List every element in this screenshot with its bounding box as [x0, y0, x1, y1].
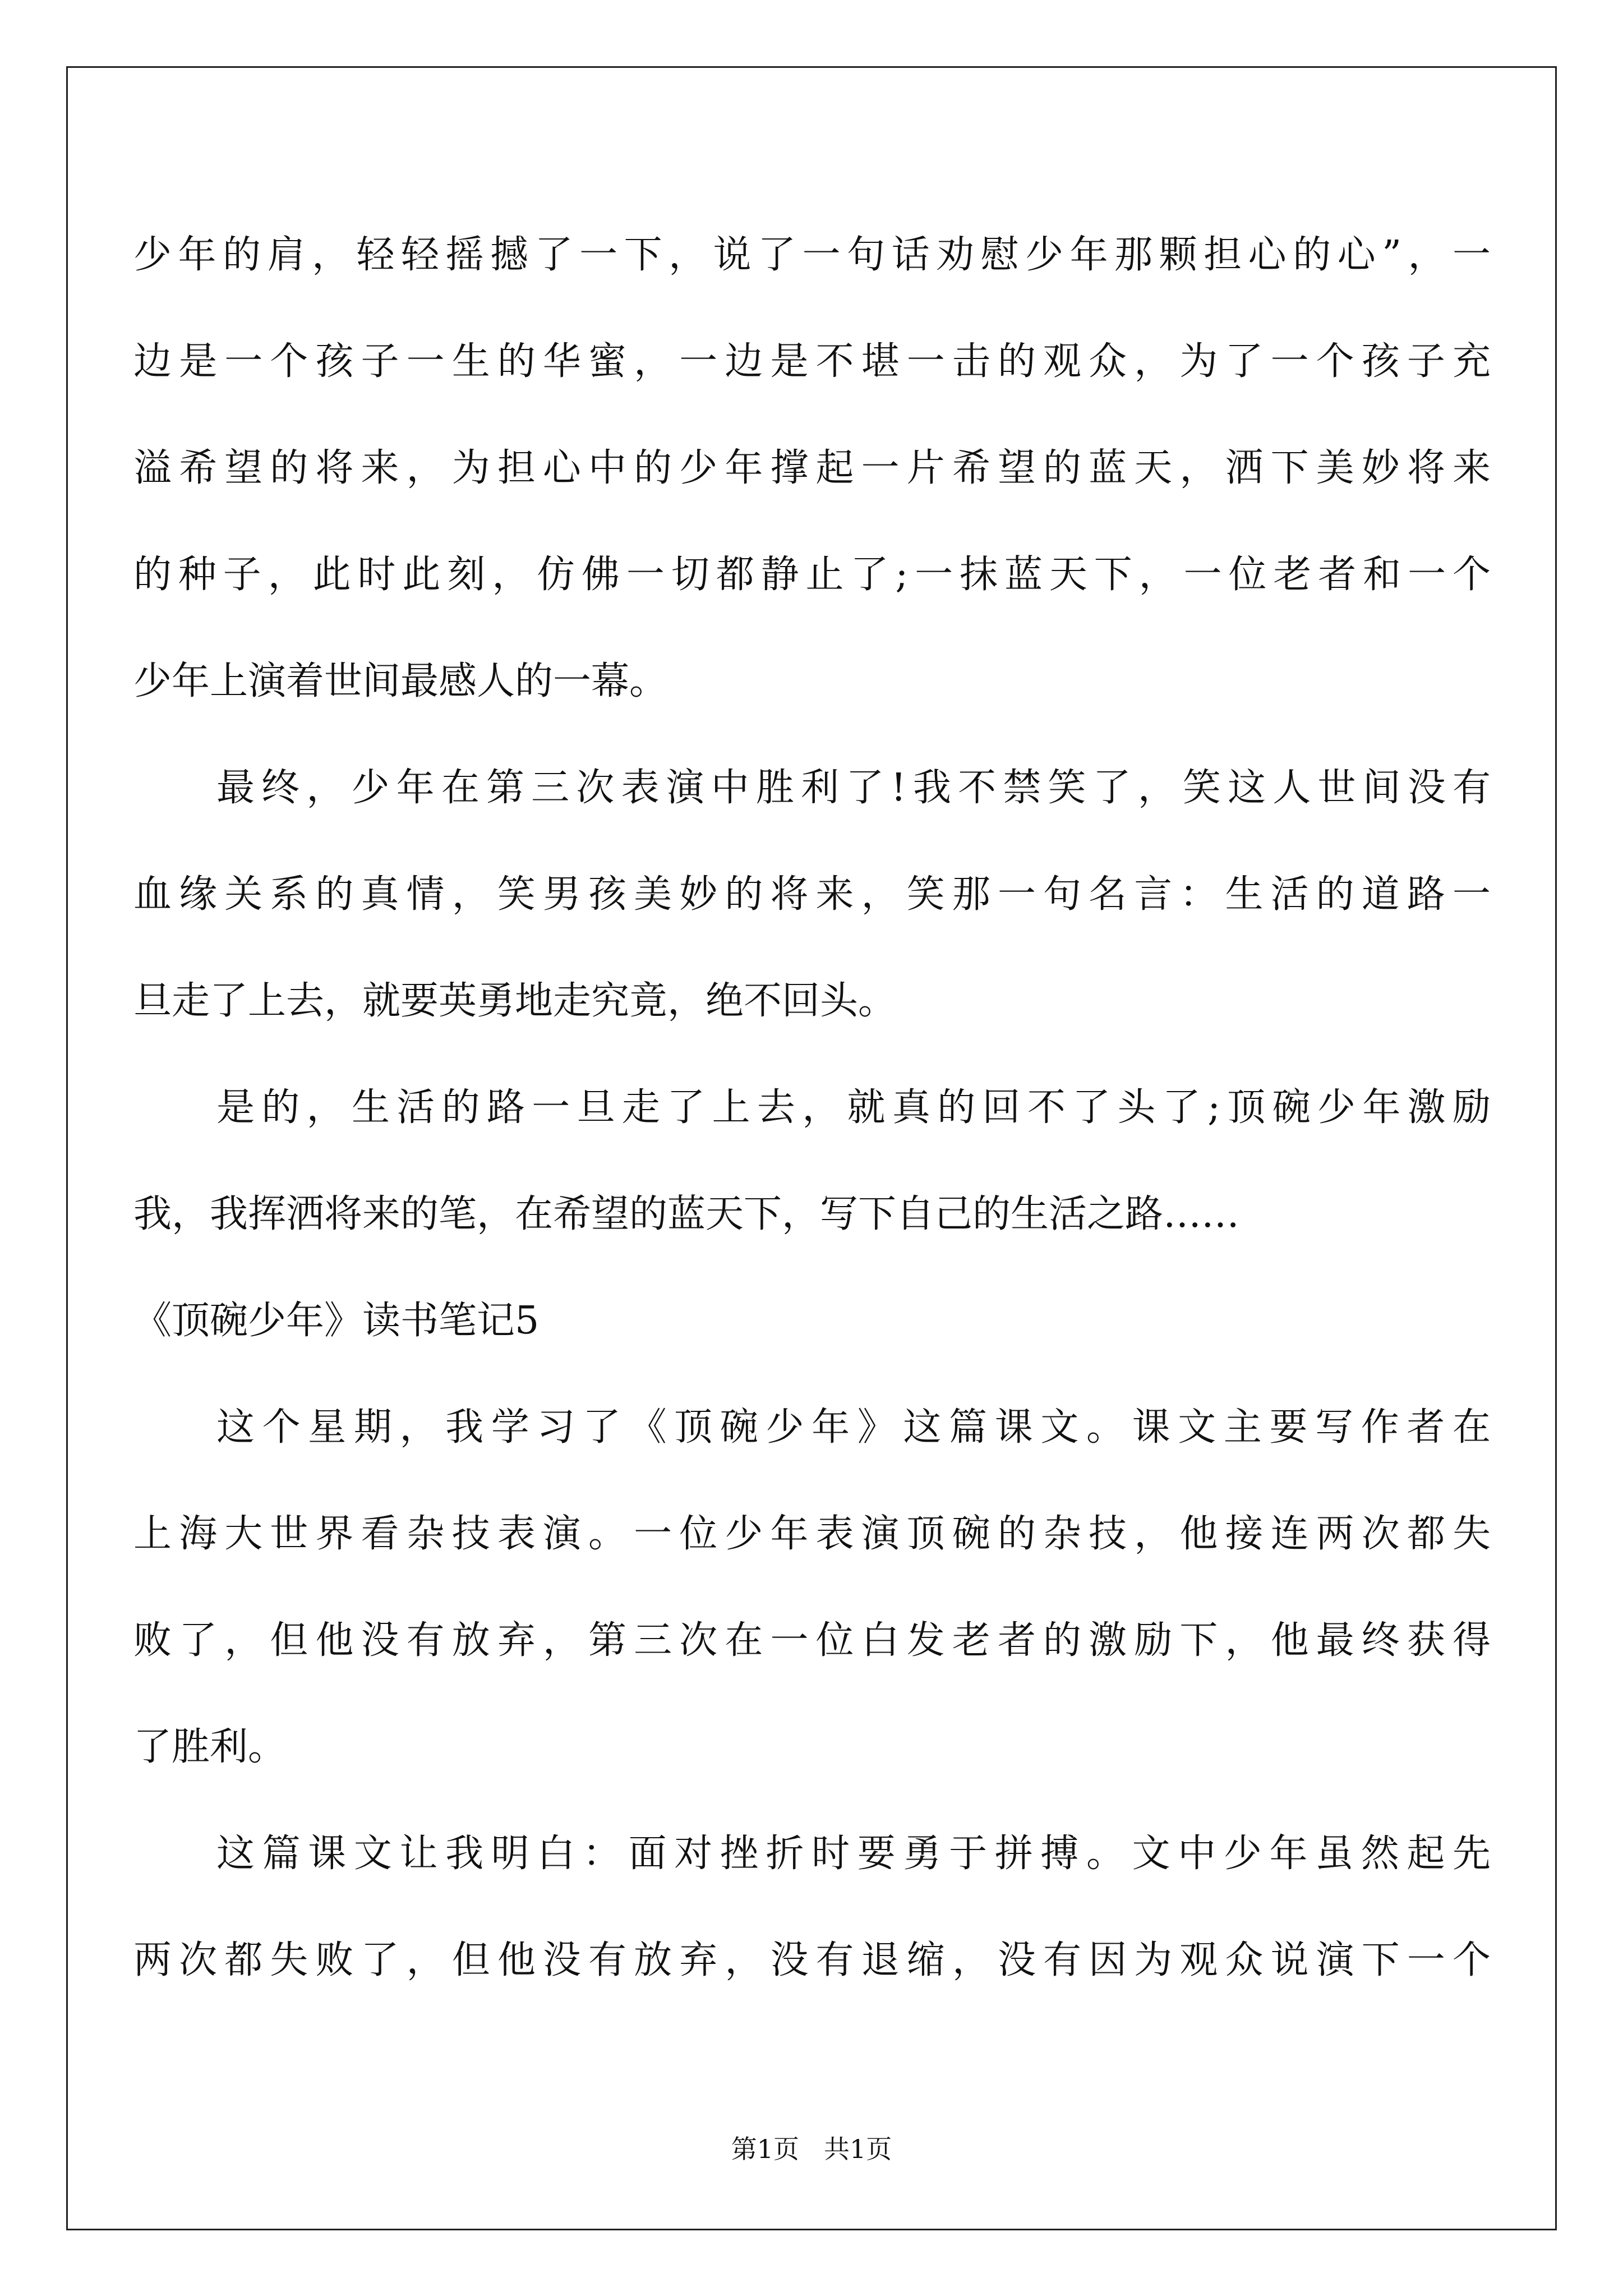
text-line: 旦走了上去，就要英勇地走究竟，绝不回头。: [133, 979, 897, 1023]
text-line: 两次都失败了，但他没有放弃，没有退缩，没有因为观众说演下一个: [133, 1938, 1491, 1982]
text-line: 血缘关系的真情，笑男孩美妙的将来，笑那一句名言：生活的道路一: [133, 872, 1491, 917]
paragraph-first-line: 是的，生活的路一旦走了上去，就真的回不了头了;顶碗少年激励: [216, 1085, 1491, 1130]
text-line: 败了，但他没有放弃，第三次在一位白发老者的激励下，他最终获得: [133, 1618, 1491, 1663]
text-line: 边是一个孩子一生的华蜜，一边是不堪一击的观众，为了一个孩子充: [133, 339, 1491, 384]
text-line: 少年的肩，轻轻摇撼了一下，说了一句话劝慰少年那颗担心的心”，一: [133, 233, 1491, 277]
page-total: 共1页: [823, 2134, 892, 2164]
paragraph-first-line: 最终，少年在第三次表演中胜利了!我不禁笑了，笑这人世间没有: [216, 766, 1491, 810]
page-footer: [0, 2129, 1623, 2166]
text-line: 溢希望的将来，为担心中的少年撑起一片希望的蓝天，洒下美妙将来: [133, 446, 1491, 490]
section-heading: 《顶碗少年》读书笔记5: [133, 1299, 540, 1343]
text-line: 我，我挥洒将来的笔，在希望的蓝天下，写下自己的生活之路……: [133, 1192, 1240, 1236]
text-line: 了胜利。: [133, 1725, 287, 1769]
page-number: 第1页: [731, 2134, 800, 2164]
text-line: 的种子，此时此刻，仿佛一切都静止了;一抹蓝天下，一位老者和一个: [133, 553, 1491, 597]
paragraph-first-line: 这篇课文让我明白：面对挫折时要勇于拼搏。文中少年虽然起先: [216, 1832, 1491, 1876]
document-body: [133, 202, 1491, 2014]
text-line: 上海大世界看杂技表演。一位少年表演顶碗的杂技，他接连两次都失: [133, 1512, 1491, 1556]
text-line: 少年上演着世间最感人的一幕。: [133, 659, 668, 703]
paragraph-first-line: 这个星期，我学习了《顶碗少年》这篇课文。课文主要写作者在: [216, 1405, 1491, 1450]
